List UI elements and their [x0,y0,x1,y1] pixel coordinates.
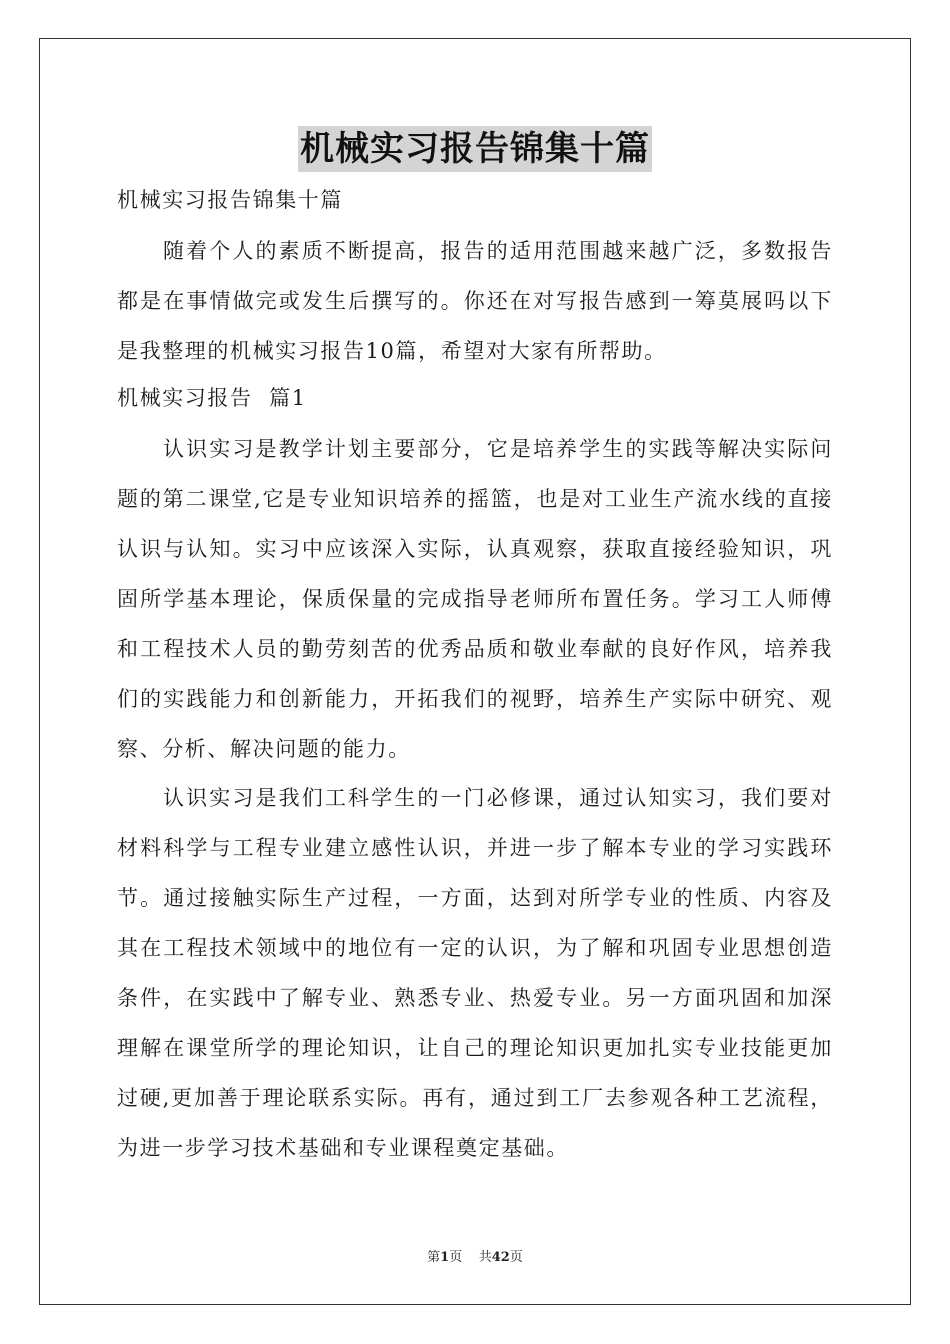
document-subtitle: 机械实习报告锦集十篇 [117,188,343,212]
document-title: 机械实习报告锦集十篇 [298,126,652,172]
section-heading: 机械实习报告 篇1 [117,386,307,410]
title-container [0,126,950,172]
body-paragraph: 认识实习是教学计划主要部分，它是培养学生的实践等解决实际问题的第二课堂,它是专业知识培养的摇篮，也是对工业生产流水线的直接认识与认知。实习中应该深入实际，认真观察，获取直接经验知识，巩固所学基本理论，保质保量的完成指导老师所布置任务。学习工人师傅和工程技术人员的勤劳刻苦的优秀品质和敬业奉献的良好作风，培养我们的实践能力和创新能力，开拓我们的视野，培养生产实际中研究、观察、分析、解决问题的能力。 [117,437,833,761]
current-page-number: 1 [440,1250,450,1265]
footer-total-prefix: 共 [478,1250,492,1265]
footer-page-unit: 页 [449,1250,463,1265]
total-page-number: 42 [491,1250,510,1265]
intro-paragraph: 随着个人的素质不断提高，报告的适用范围越来越广泛，多数报告都是在事情做完或发生后撰写的。你还在对写报告感到一筹莫展吗以下是我整理的机械实习报告10篇，希望对大家有所帮助。 [117,239,833,363]
footer-total-unit: 页 [509,1250,523,1265]
footer-prefix: 第 [427,1250,441,1265]
page-footer [0,1249,950,1267]
body-paragraph: 认识实习是我们工科学生的一门必修课，通过认知实习，我们要对材料科学与工程专业建立感性认识，并进一步了解本专业的学习实践环节。通过接触实际生产过程，一方面，达到对所学专业的性质、内容及其在工程技术领域中的地位有一定的认识，为了解和巩固专业思想创造条件，在实践中了解专业、熟悉专业、热爱专业。另一方面巩固和加深理解在课堂所学的理论知识，让自己的理论知识更加扎实专业技能更加过硬,更加善于理论联系实际。再有，通过到工厂去参观各种工艺流程，为进一步学习技术基础和专业课程奠定基础。 [117,786,833,1160]
